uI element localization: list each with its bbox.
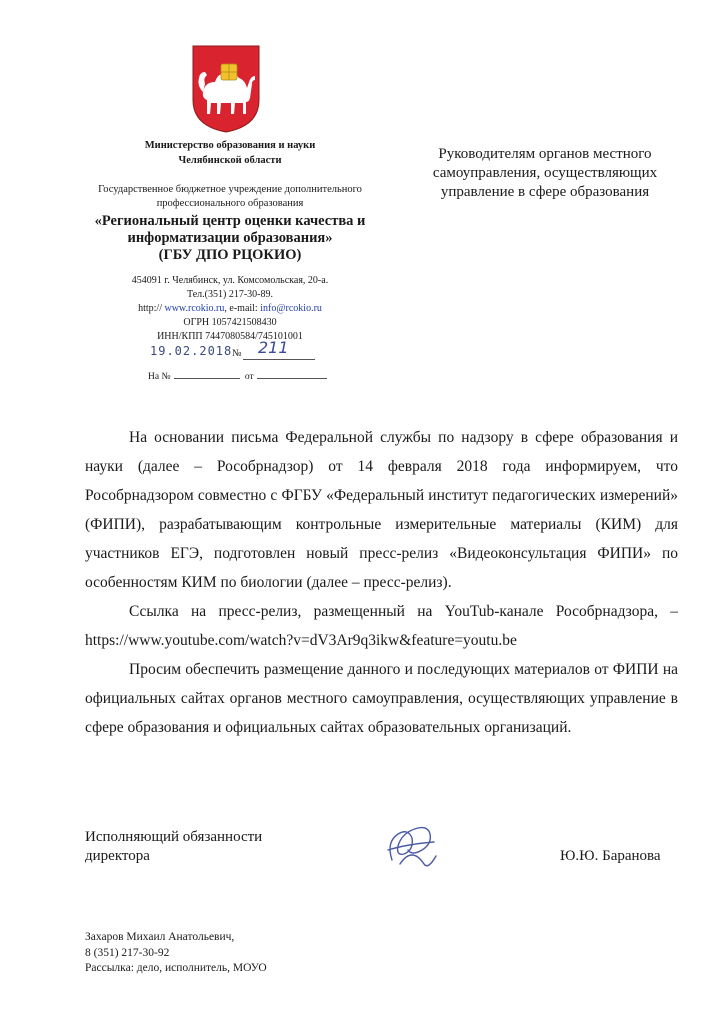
- addressee-line-3: управление в сфере образования: [440, 184, 650, 200]
- contact-details: [60, 274, 400, 344]
- signer-title: [85, 828, 262, 866]
- gbu-line-2: профессионального образования: [156, 198, 304, 209]
- ministry-line-1: Министерство образования и науки: [144, 140, 316, 151]
- center-name-line-1: «Региональный центр оценки качества и: [94, 213, 366, 229]
- handwritten-signature-icon: [378, 820, 440, 872]
- addressee-line-1: Руководителям органов местного: [438, 146, 652, 162]
- gbu-line-1: Государственное бюджетное учреждение дополнительного: [98, 184, 362, 195]
- ministry-line-2: Челябинской области: [178, 155, 282, 166]
- website-link[interactable]: www.rcokio.ru: [164, 303, 225, 314]
- footer: [85, 930, 267, 977]
- center-name-line-2: информатизации образования»: [127, 230, 333, 246]
- addressee-line-2: самоуправления, осуществляющих: [432, 165, 658, 181]
- signer-title-line-1: Исполняющий обязанности: [85, 829, 263, 845]
- reference-number-blank: [174, 378, 240, 379]
- ogrn: ОГРН 1057421508430: [183, 317, 277, 328]
- reference-line: [148, 372, 330, 382]
- body-paragraph-2: Ссылка на пресс-релиз, размещенный на YouTub-канале Рособрнадзора, – https://www.youtube.com/watch?v=dV3Ar9q3ikw&feature=youtu.be: [85, 603, 678, 649]
- distribution-list: Рассылка: дело, исполнитель, МОУО: [85, 962, 267, 974]
- inn-kpp: ИНН/КПП 7447080584/745101001: [157, 331, 303, 342]
- registration-stamp: [150, 338, 315, 362]
- signer-title-line-2: директора: [85, 848, 150, 864]
- center-abbreviation: (ГБУ ДПО РЦОКИО): [158, 247, 302, 263]
- signer-name: Ю.Ю. Баранова: [560, 848, 661, 864]
- address: 454091 г. Челябинск, ул. Комсомольская, 20-а.: [131, 275, 329, 286]
- phone: Тел.(351) 217-30-89.: [187, 289, 273, 300]
- executor-name: Захаров Михаил Анатольевич,: [85, 931, 235, 943]
- registration-number: 211: [258, 338, 289, 357]
- body-paragraph-1: На основании письма Федеральной службы по надзору в сфере образования и науки (далее – Рособрнадзор) от 14 февраля 2018 года информируем, что Рособрнадзором совместно с ФГБУ «Федеральный институт педагогических измерений» (ФИПИ), разрабатывающим контрольные измерительные материалы (КИМ) для участников ЕГЭ, подготовлен новый пресс-релиз «Видеоконсультация ФИПИ» по особенностям КИМ по биологии (далее – пресс-релиз).: [85, 429, 678, 591]
- reference-from-label: от: [244, 372, 254, 382]
- institution-header: [60, 138, 400, 344]
- letter-body: [85, 423, 678, 742]
- email-prefix: , e-mail:: [224, 303, 261, 314]
- reference-date-blank: [257, 378, 327, 379]
- coat-of-arms-icon: [189, 42, 263, 134]
- addressee: [405, 145, 685, 202]
- executor-phone: 8 (351) 217-30-92: [85, 946, 170, 959]
- body-paragraph-3: Просим обеспечить размещение данного и последующих материалов от ФИПИ на официальных сайтах органов местного самоуправления, осуществляющих управление в сфере образования и официальных сайтах образовательных организаций.: [85, 661, 678, 736]
- email-link[interactable]: info@rcokio.ru: [260, 303, 322, 314]
- registration-number-label: №: [232, 348, 242, 359]
- registration-underline: [243, 359, 315, 360]
- reference-number-label: На №: [148, 372, 171, 382]
- registration-date: 19.02.2018: [150, 344, 233, 358]
- web-prefix: http://: [138, 303, 165, 314]
- web-email-line: [60, 302, 400, 316]
